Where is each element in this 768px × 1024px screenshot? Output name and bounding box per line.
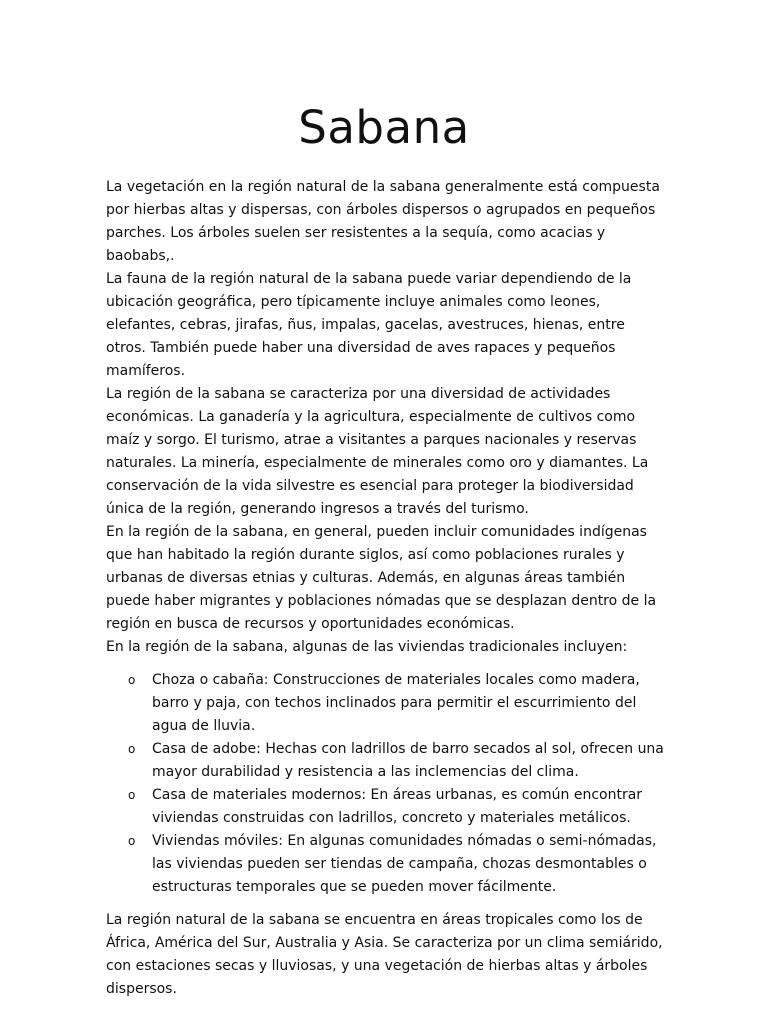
list-item <box>128 669 666 738</box>
paragraph-location-climate: La región natural de la sabana se encuentra en áreas tropicales como los de África, América del Sur, Australia y Asia. Se caracteriza por un clima semiárido, con estaciones secas y lluviosas, y una vegetación de hierbas altas y árboles dispersos. <box>106 912 663 997</box>
list-item <box>128 784 666 830</box>
paragraph-vegetation: La vegetación en la región natural de la sabana generalmente está compuesta por hierbas altas y dispersas, con árboles dispersos o agrupados en pequeños parches. Los árboles suelen ser resistentes a la sequía, como acacias y baobabs,. <box>106 179 660 264</box>
document-body <box>106 176 666 1001</box>
paragraph-economy: La región de la sabana se caracteriza por una diversidad de actividades económicas. La ganadería y la agricultura, especialmente de cultivos como maíz y sorgo. El turismo, atrae a visitantes a parques nacionales y reservas naturales. La minería, especialmente de minerales como oro y diamantes. La conservación de la vida silvestre es esencial para proteger la biodiversidad única de la región, generando ingresos a través del turismo. <box>106 386 649 517</box>
document-title: Sabana <box>298 101 470 154</box>
bullet-circle-icon: o <box>128 788 136 802</box>
bullet-circle-icon: o <box>128 673 136 687</box>
list-item-text: Choza o cabaña: Construcciones de materiales locales como madera, barro y paja, con techos inclinados para permitir el escurrimiento del agua de lluvia. <box>152 672 640 734</box>
paragraph-population: En la región de la sabana, en general, pueden incluir comunidades indígenas que han habitado la región durante siglos, así como poblaciones rurales y urbanas de diversas etnias y culturas. Además, en algunas áreas también puede haber migrantes y poblaciones nómadas que se desplazan dentro de la región en busca de recursos y oportunidades económicas. <box>106 524 657 632</box>
list-item-text: Casa de materiales modernos: En áreas urbanas, es común encontrar viviendas construidas con ladrillos, concreto y materiales metálicos. <box>152 787 643 826</box>
bullet-circle-icon: o <box>128 742 136 756</box>
bullet-circle-icon: o <box>128 834 136 848</box>
list-item-text: Viviendas móviles: En algunas comunidades nómadas o semi-nómadas, las viviendas pueden ser tiendas de campaña, chozas desmontables o estructuras temporales que se pueden mover fácilmente. <box>152 833 657 895</box>
paragraph-housing-intro: En la región de la sabana, algunas de las viviendas tradicionales incluyen: <box>106 639 628 655</box>
list-item <box>128 830 666 899</box>
list-item-text: Casa de adobe: Hechas con ladrillos de barro secados al sol, ofrecen una mayor durabilidad y resistencia a las inclemencias del clima. <box>152 741 664 780</box>
list-item <box>128 738 666 784</box>
housing-list <box>106 669 666 899</box>
paragraph-fauna: La fauna de la región natural de la sabana puede variar dependiendo de la ubicación geográfica, pero típicamente incluye animales como leones, elefantes, cebras, jirafas, ñus, impalas, gacelas, avestruces, hienas, entre otros. También puede haber una diversidad de aves rapaces y pequeños mamíferos. <box>106 271 632 379</box>
